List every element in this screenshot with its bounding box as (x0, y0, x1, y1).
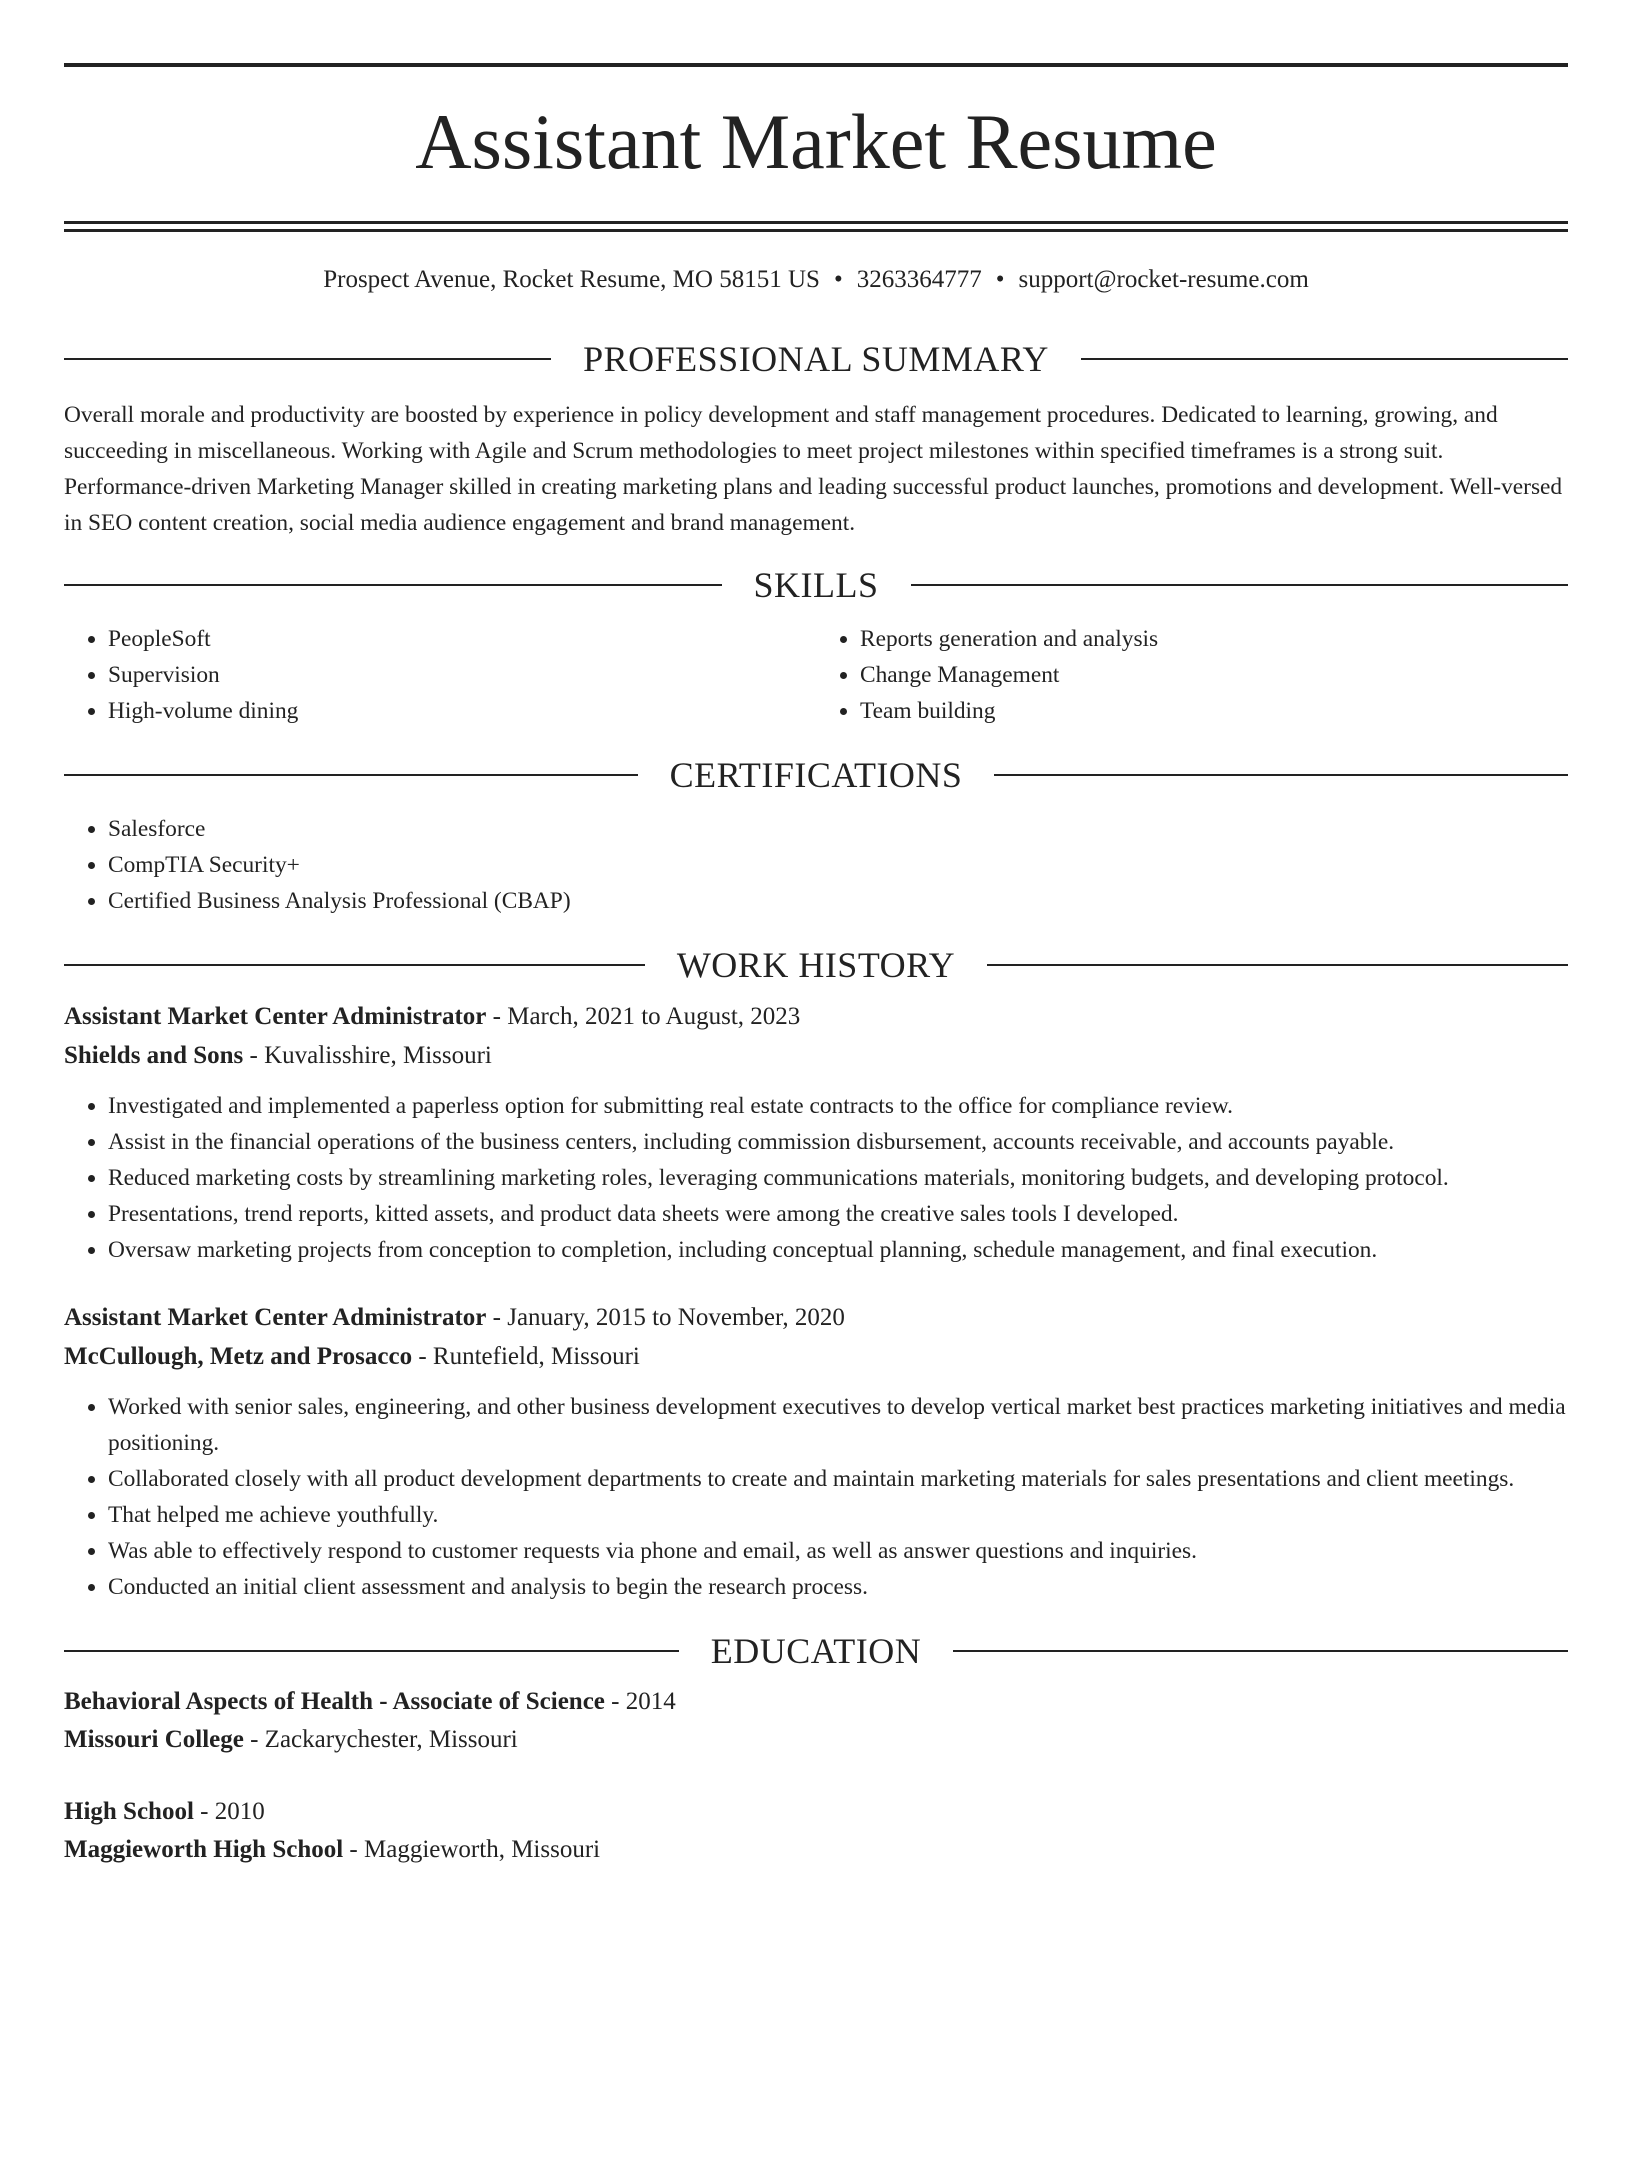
skills-section-heading (64, 565, 1568, 605)
heading-rule-right (994, 774, 1568, 776)
heading-rule-left (64, 964, 645, 966)
job-duties-list (64, 1389, 1568, 1605)
summary-section-heading (64, 339, 1568, 379)
contact-address: Prospect Avenue, Rocket Resume, MO 58151 US (323, 266, 820, 293)
heading-rule-right (1081, 358, 1568, 360)
job-duty-item: • Collaborated closely with all product development departments to create and maintain marketing materials for sales presentations and client meetings. (108, 1461, 1568, 1497)
heading-rule-left (64, 358, 551, 360)
job-duty-item: • Reduced marketing costs by streamlining marketing roles, leveraging communications materials, monitoring budgets, and developing protocol. (108, 1160, 1568, 1196)
contact-line (64, 265, 1568, 295)
education-school: Maggieworth High School (64, 1836, 344, 1863)
education-location: - Maggieworth, Missouri (343, 1836, 601, 1863)
job-company: McCullough, Metz and Prosacco (64, 1343, 413, 1370)
job-duties-list (64, 1088, 1568, 1268)
education-year: - 2014 (604, 1688, 676, 1715)
job-duty-item: • Conducted an initial client assessment and analysis to begin the research process. (108, 1569, 1568, 1605)
skill-item: • Supervision (108, 657, 816, 693)
skills-column-right (816, 621, 1568, 729)
certification-item: • CompTIA Security+ (108, 847, 1568, 883)
skills-column-left (64, 621, 816, 729)
job-location: - Kuvalisshire, Missouri (243, 1042, 492, 1069)
job-duty-item: • Was able to effectively respond to customer requests via phone and email, as well as answer questions and inquiries. (108, 1533, 1568, 1569)
skill-item: • Team building (860, 693, 1568, 729)
heading-rule-right (911, 584, 1569, 586)
heading-rule-left (64, 774, 638, 776)
skill-item: • Reports generation and analysis (860, 621, 1568, 657)
job-duty-item: • That helped me achieve youthfully. (108, 1497, 1568, 1533)
skill-item: • Change Management (860, 657, 1568, 693)
certifications-section-heading (64, 755, 1568, 795)
work-history-heading-label: WORK HISTORY (676, 945, 956, 985)
job-duty-item: • Worked with senior sales, engineering, and other business development executives to develop vertical market best practices marketing initiatives and media positioning. (108, 1389, 1568, 1461)
education-degree: High School (64, 1798, 194, 1825)
job-duty-item: • Presentations, trend reports, kitted assets, and product data sheets were among the creative sales tools I developed. (108, 1196, 1568, 1232)
top-rule (64, 63, 1568, 67)
education-year: - 2010 (193, 1798, 265, 1825)
skills-heading-label: SKILLS (753, 565, 879, 605)
skill-item: • PeopleSoft (108, 621, 816, 657)
work-history-section-heading (64, 945, 1568, 985)
contact-separator: • (833, 266, 843, 293)
summary-paragraph: Overall morale and productivity are boosted by experience in policy development and staff management procedures. Dedicated to learning, growing, and succeeding in miscellaneous. Working with Agile and Scrum methodologies to meet project milestones within specified timeframes is a strong suit. Performance-driven Marketing Manager skilled in creating marketing plans and leading successful product launches, promotions and development. Well-versed in SEO content creation, social media audience engagement and brand management. (64, 402, 1563, 536)
education-degree: Behavioral Aspects of Health - Associate of Science (64, 1688, 605, 1715)
education-heading-label: EDUCATION (710, 1631, 922, 1671)
certifications-list (64, 811, 1568, 919)
job-entry (64, 997, 1568, 1268)
education-school-line (64, 1831, 1568, 1869)
summary-heading-label: PROFESSIONAL SUMMARY (583, 339, 1049, 379)
job-title-line (64, 997, 1568, 1036)
certifications-heading-label: CERTIFICATIONS (669, 755, 963, 795)
education-section-heading (64, 1631, 1568, 1671)
double-rule (64, 221, 1568, 232)
education-degree-line (64, 1793, 1568, 1831)
heading-rule-right (953, 1650, 1568, 1652)
education-entry (64, 1793, 1568, 1869)
heading-rule-right (987, 964, 1568, 966)
job-dates: - March, 2021 to August, 2023 (486, 1003, 801, 1030)
job-entry (64, 1298, 1568, 1605)
resume-page (0, 63, 1632, 2175)
job-company: Shields and Sons (64, 1042, 244, 1069)
job-title: Assistant Market Center Administrator (64, 1003, 487, 1030)
job-company-line (64, 1036, 1568, 1075)
heading-rule-left (64, 1650, 679, 1652)
job-dates: - January, 2015 to November, 2020 (486, 1304, 845, 1331)
education-school-line (64, 1721, 1568, 1759)
job-duty-item: • Oversaw marketing projects from conception to completion, including conceptual planning, schedule management, and final execution. (108, 1232, 1568, 1268)
education-entry (64, 1683, 1568, 1759)
heading-rule-left (64, 584, 722, 586)
job-company-line (64, 1337, 1568, 1376)
job-duty-item: • Investigated and implemented a paperless option for submitting real estate contracts to the office for compliance review. (108, 1088, 1568, 1124)
job-duty-item: • Assist in the financial operations of the business centers, including commission disbursement, accounts receivable, and accounts payable. (108, 1124, 1568, 1160)
contact-phone: 3263364777 (856, 266, 982, 293)
education-school: Missouri College (64, 1726, 244, 1753)
education-degree-line (64, 1683, 1568, 1721)
resume-title: Assistant Market Resume (415, 98, 1217, 185)
certification-item: • Certified Business Analysis Professional (CBAP) (108, 883, 1568, 919)
contact-separator: • (995, 266, 1005, 293)
education-location: - Zackarychester, Missouri (243, 1726, 518, 1753)
certification-item: • Salesforce (108, 811, 1568, 847)
skills-list (64, 621, 1568, 729)
job-title: Assistant Market Center Administrator (64, 1304, 487, 1331)
job-location: - Runtefield, Missouri (412, 1343, 640, 1370)
skill-item: • High-volume dining (108, 693, 816, 729)
job-title-line (64, 1298, 1568, 1337)
contact-email: support@rocket-resume.com (1018, 266, 1309, 293)
